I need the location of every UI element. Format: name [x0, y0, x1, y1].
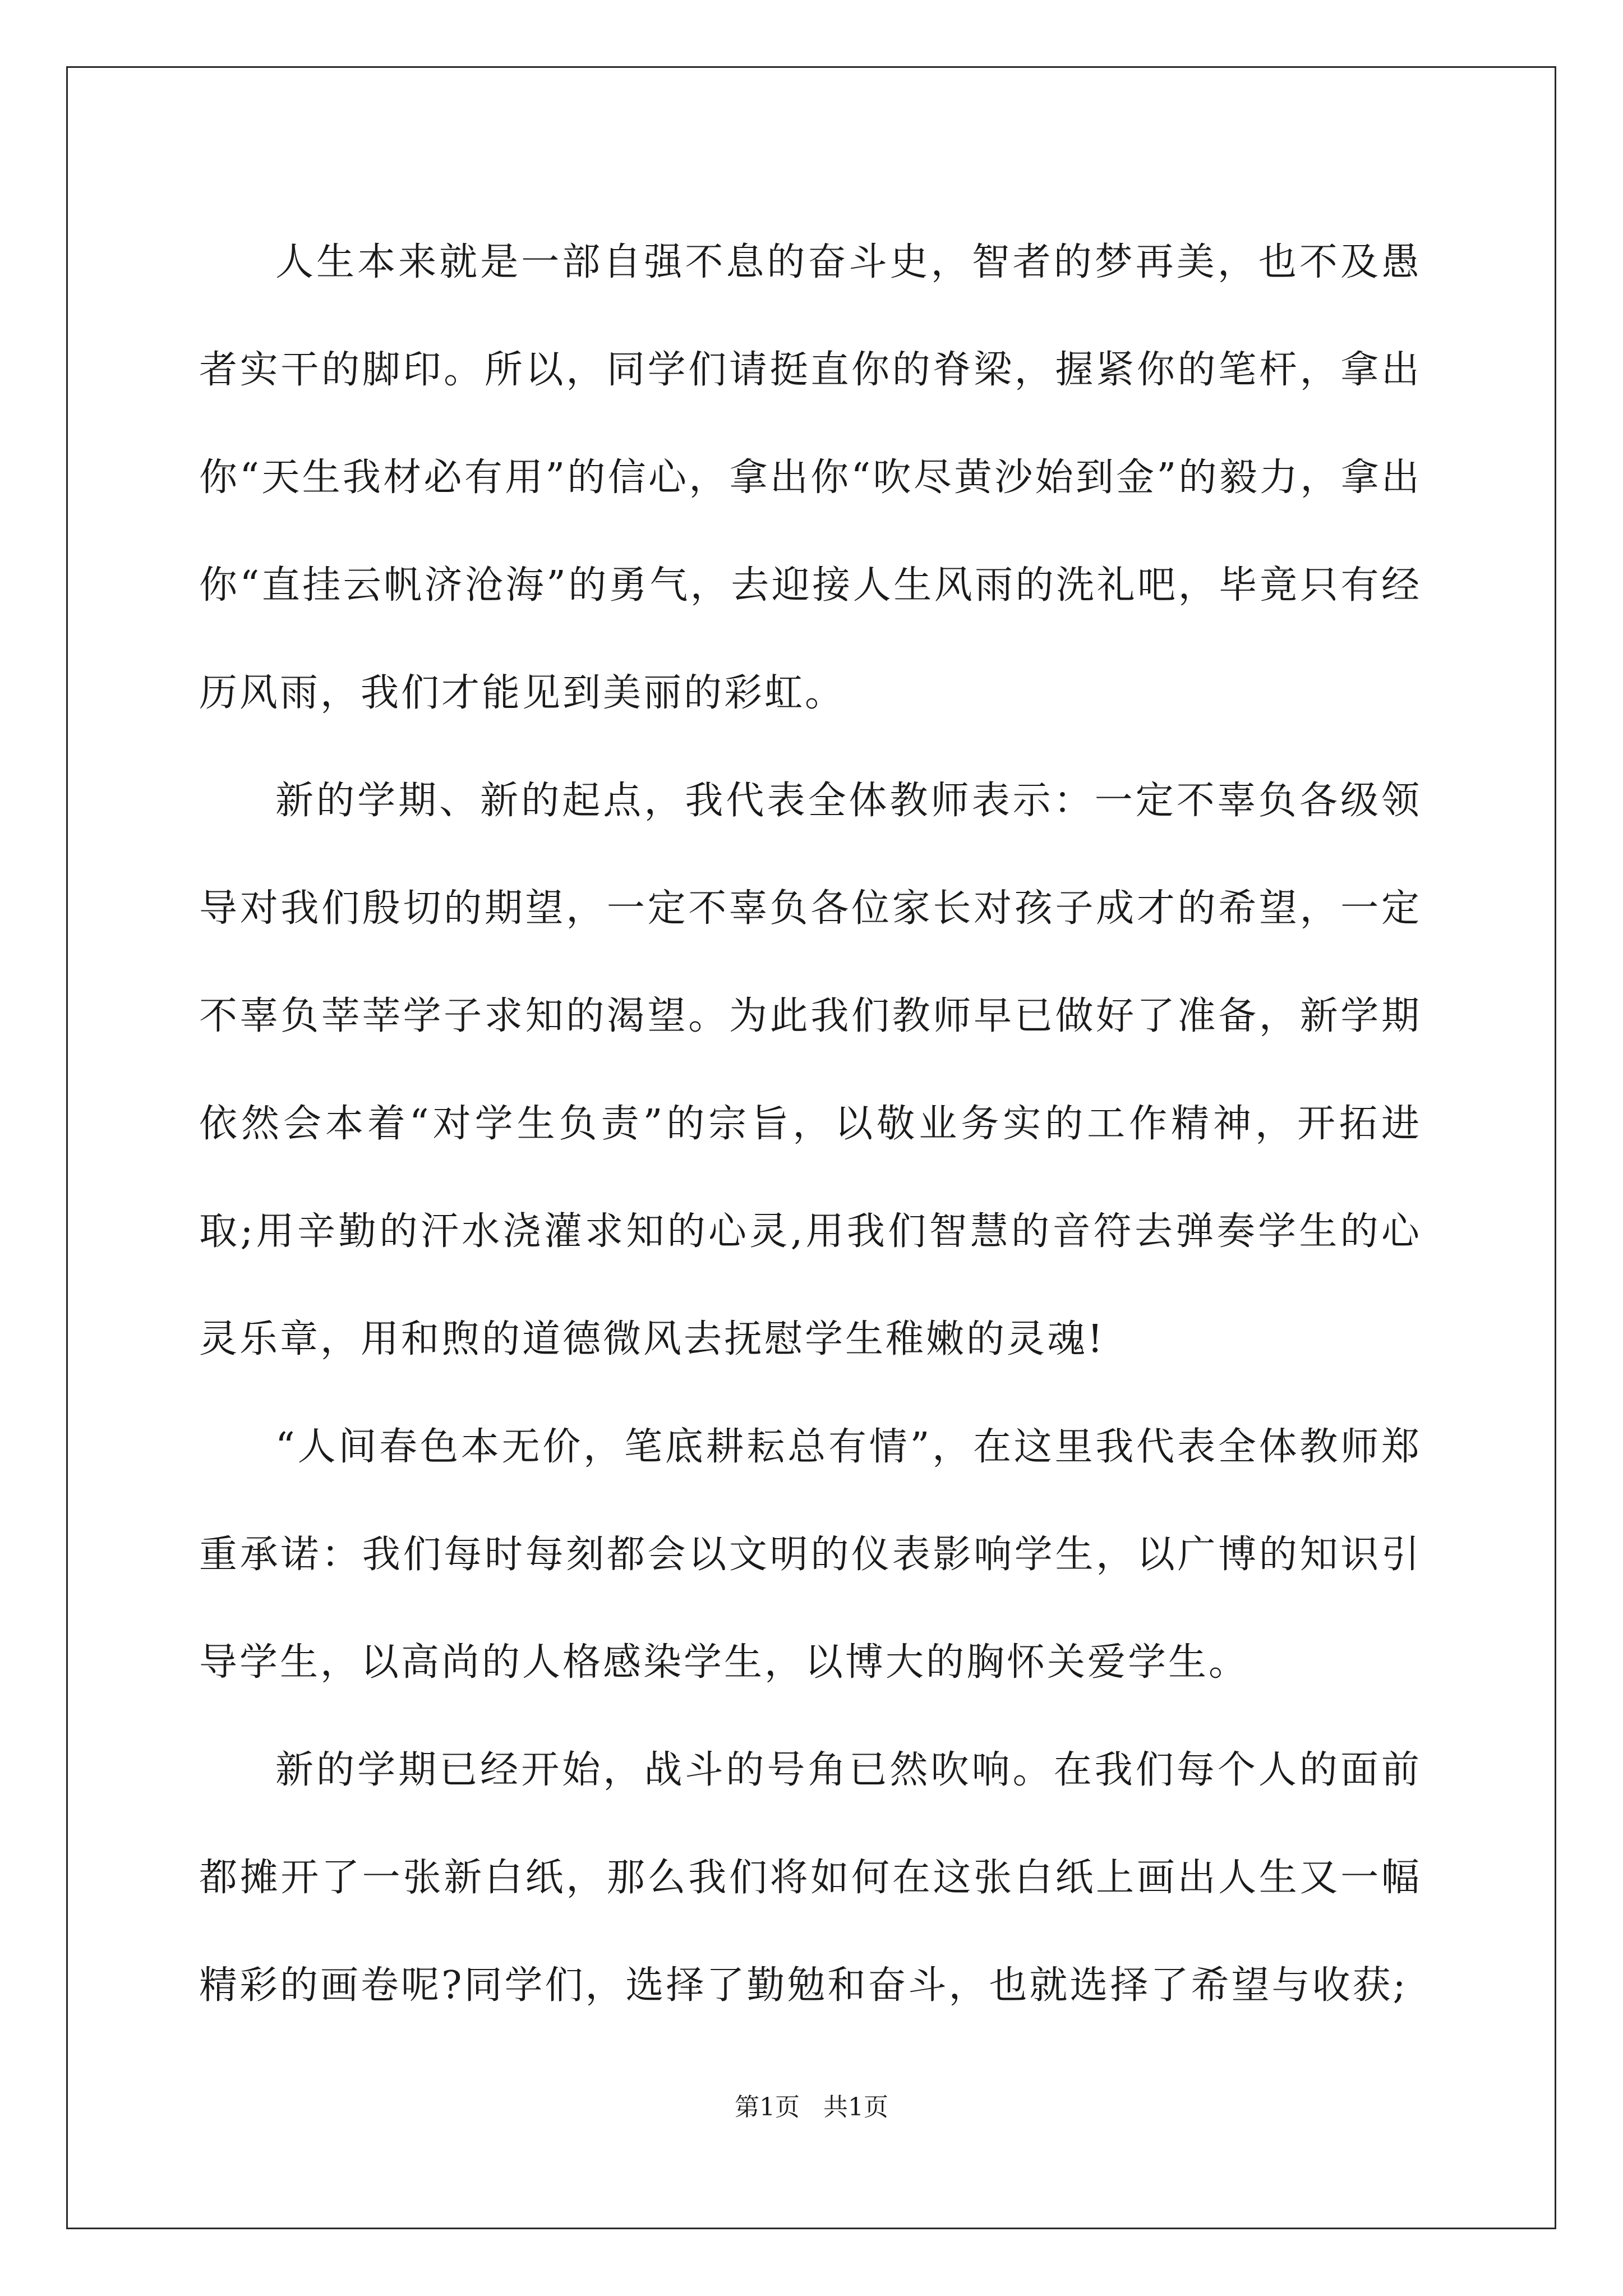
page-number: 第1页: [735, 2093, 800, 2122]
page-footer: [0, 2087, 1623, 2123]
paragraph-4: 新的学期已经开始，战斗的号角已然吹响。在我们每个人的面前都摊开了一张新白纸，那么我们将如何在这张白纸上画出人生又一幅精彩的画卷呢?同学们，选择了勤勉和奋斗，也就选择了希望与收获;: [199, 1748, 1422, 2008]
paragraph-2: 新的学期、新的起点，我代表全体教师表示：一定不辜负各级领导对我们殷切的期望，一定不辜负各位家长对孩子成才的希望，一定不辜负莘莘学子求知的渴望。为此我们教师早已做好了准备，新学期依然会本着“对学生负责”的宗旨，以敬业务实的工作精神，开拓进取;用辛勤的汗水浇灌求知的心灵,用我们智慧的音符去弹奏学生的心灵乐章，用和煦的道德微风去抚慰学生稚嫩的灵魂!: [199, 779, 1422, 1361]
paragraph-3: “人间春色本无价，笔底耕耘总有情”，在这里我代表全体教师郑重承诺：我们每时每刻都会以文明的仪表影响学生，以广博的知识引导学生，以高尚的人格感染学生，以博大的胸怀关爱学生。: [199, 1425, 1422, 1685]
page-total: 共1页: [823, 2093, 888, 2122]
document-body: [199, 209, 1422, 2040]
paragraph-1: 人生本来就是一部自强不息的奋斗史，智者的梦再美，也不及愚者实干的脚印。所以，同学们请挺直你的脊梁，握紧你的笔杆，拿出你“天生我材必有用”的信心，拿出你“吹尽黄沙始到金”的毅力，拿出你“直挂云帆济沧海”的勇气，去迎接人生风雨的洗礼吧，毕竟只有经历风雨，我们才能见到美丽的彩虹。: [199, 240, 1422, 715]
